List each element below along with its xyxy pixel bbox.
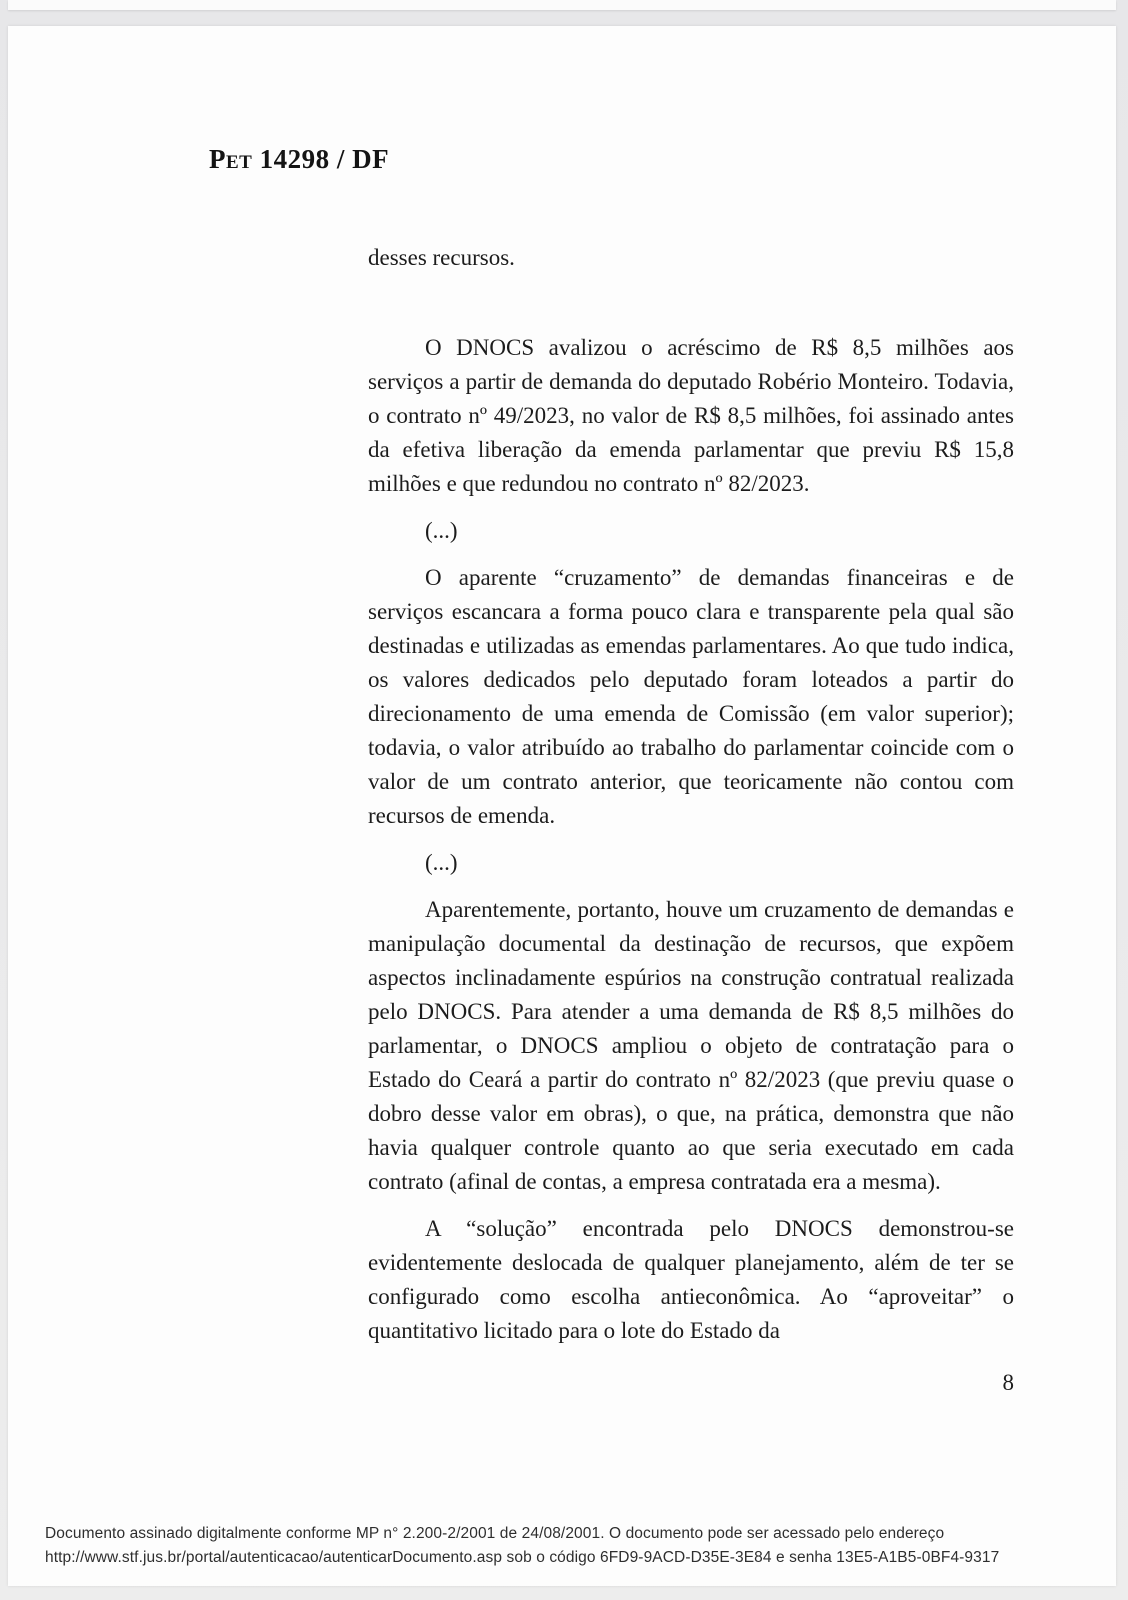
signature-footer [45, 1522, 999, 1570]
case-number-heading: Pet 14298 / DF [209, 144, 390, 174]
paragraph-continuation: desses recursos. [368, 245, 515, 270]
ellipsis-omission-1: (...) [425, 518, 458, 543]
paragraph-solucao-encontrada: A “solução” encontrada pelo DNOCS demonstrou-se evidentemente deslocada de qualquer planejamento, além de ter se configurado como escolha antieconômica. Ao “aproveitar” o quantitativo licitado para o lote do Estado da [368, 1216, 1014, 1343]
paragraph-aparentemente-portanto: Aparentemente, portanto, houve um cruzamento de demandas e manipulação documental da destinação de recursos, que expõem aspectos inclinadamente espúrios na construção contratual realizada pelo DNOCS. Para atender a uma demanda de R$ 8,5 milhões do parlamentar, o DNOCS ampliou o objeto de contratação para o Estado do Ceará a partir do contrato nº 82/2023 (que previu quase o dobro desse valor em obras), o que, na prática, demonstra que não havia qualquer controle quanto ao que seria executado em cada contrato (afinal de contas, a empresa contratada era a mesma). [368, 897, 1014, 1194]
footer-authentication-url-line: http://www.stf.jus.br/portal/autenticacao/autenticarDocumento.asp sob o código 6FD9-9ACD-D35E-3E84 e senha 13E5-A1B5-0BF4-9317 [45, 1549, 1000, 1566]
document-page [8, 26, 1116, 1586]
document-body [368, 241, 1014, 1400]
page-number: 8 [1002, 1370, 1014, 1395]
footer-signature-line: Documento assinado digitalmente conforme MP n° 2.200-2/2001 de 24/08/2001. O documento pode ser acessado pelo endereço [45, 1525, 945, 1542]
ellipsis-omission-2: (...) [425, 850, 458, 875]
paragraph-aparente-cruzamento: O aparente “cruzamento” de demandas financeiras e de serviços escancara a forma pouco clara e transparente pela qual são destinadas e utilizadas as emendas parlamentares. Ao que tudo indica, os valores dedicados pelo deputado foram loteados a partir do direcionamento de uma emenda de Comissão (em valor superior); todavia, o valor atribuído ao trabalho do parlamentar coincide com o valor de um contrato anterior, que teoricamente não contou com recursos de emenda. [368, 565, 1014, 828]
paragraph-dnocs-avalizou: O DNOCS avalizou o acréscimo de R$ 8,5 milhões aos serviços a partir de demanda do deputado Robério Monteiro. Todavia, o contrato nº 49/2023, no valor de R$ 8,5 milhões, foi assinado antes da efetiva liberação da emenda parlamentar que previu R$ 15,8 milhões e que redundou no contrato nº 82/2023. [368, 335, 1014, 496]
previous-page-edge [8, 0, 1116, 10]
